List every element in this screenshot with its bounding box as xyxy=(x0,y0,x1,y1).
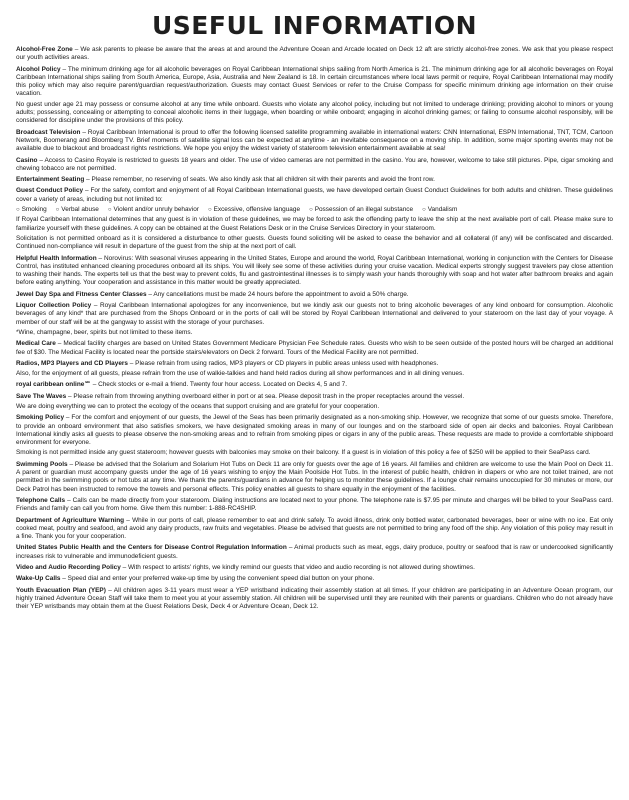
sections-container xyxy=(16,46,613,612)
section-paragraph-lead: Medical Care – Medical facility charges are based on United States Government Medicare Physician Fee Schedule rates. Guests who wish to be seen outside of the posted hours will be charged an additional fee of $30. The Medical Facility is located near the portside stairs/elevators on Deck 2 forward. Tours of the Medical Facility are not permitted. xyxy=(16,340,613,356)
section-text: For the safety, comfort and enjoyment of all Royal Caribbean International guests, we have developed certain Guest Conduct Guidelines for both adults and children. These guidelines cover a variety of areas, including but not limited to: xyxy=(16,187,613,203)
section-text: Animal products such as meat, eggs, dairy produce, poultry or seafood that is raw or undercooked significantly increases risk to vulnerable and immunodeficient guests. xyxy=(16,544,613,560)
section-paragraph xyxy=(16,449,613,457)
section-text: For the comfort and enjoyment of our guests, the Jewel of the Seas has been primarily designated as a non-smoking ship. However, we recognize that some of our guests smoke. Therefore, to provide an onboard environment that also satisfies smokers, we have designated smoking areas in many of our lounges and on the starboard side of open air decks and balconies. Royal Caribbean International kindly asks all guests to please observe the non-smoking areas and to refrain from smoking pipes or cigars in any of the public areas. These requests are made to provide a comfortable shipboard environment for everyone. xyxy=(16,414,613,447)
bullet-item: ○ Vandalism xyxy=(422,206,458,214)
bullet-circle-icon: ○ xyxy=(16,207,20,214)
section-heading: Department of Agriculture Warning xyxy=(16,516,125,524)
info-section xyxy=(16,302,613,337)
section-text: Access to Casino Royale is restricted to guests 18 years and older. The use of video cameras are not permitted in the casino. You are, however, welcome to take still pictures. Pipe, cigar smoking and chewing tobacco are not permitted. xyxy=(16,156,613,172)
section-paragraph-lead: Wake-Up Calls – Speed dial and enter your preferred wake-up time by using the convenient speed dial button on your phone. xyxy=(16,575,375,583)
bullet-item: ○ Verbal abuse xyxy=(55,206,99,214)
bullet-circle-icon: ○ xyxy=(107,207,112,214)
section-text: Please remember, no reserving of seats. We also kindly ask that all children sit with their parents and avoid the front row. xyxy=(91,176,435,184)
section-text: Norovirus: With seasonal viruses appearing in the United States, Europe and around the world, Royal Caribbean International, working in conjunction with the Centers for Disease Control, has instituted enhanced cleaning procedures onboard all its ships. You will likely see some of these activities during your cruise vacation. Medical experts strongly suggest travelers pay close attention to washing their hands. The experts tell us that the best way to prevent colds, flu and gastrointestinal illnesses is to simply wash your hands thoroughly with soap and hot water after bathroom breaks and again before eating anything. Your cooperation and assistance in this matter would be greatly appreciated. xyxy=(16,254,613,287)
info-section xyxy=(16,544,613,561)
info-section xyxy=(16,176,613,184)
section-paragraph: If Royal Caribbean International determines that any guest is in violation of these guidelines, we may be forced to ask the offending party to leave the ship at the next available port of call. Please make sure to familiarize yourself with these guidelines. A copy can be obtained at the Guest Relations Desk or in the Cruise Services Directory in your stateroom. xyxy=(16,216,613,232)
page-title: USEFUL INFORMATION xyxy=(151,11,477,40)
info-section xyxy=(16,46,613,63)
section-paragraph-lead: Smoking Policy – For the comfort and enjoyment of our guests, the Jewel of the Seas has been primarily designated as a non-smoking ship. However, we recognize that some of our guests smoke. Therefore, to provide an onboard environment that also satisfies smokers, we have designated smoking areas in many of our lounges and on the starboard side of open air decks and balconies. Royal Caribbean International kindly asks all guests to please observe the non-smoking areas and to refrain from smoking pipes or cigars in any of the public areas. These requests are made to provide a comfortable shipboard environment for everyone. xyxy=(16,414,613,447)
bullet-item: ○ Possession of an illegal substance xyxy=(309,206,414,214)
section-heading: Swimming Pools xyxy=(16,460,68,468)
bullet-circle-icon: ○ xyxy=(309,207,313,214)
section-paragraph-lead: royal caribbean online℠ – Check stocks or e-mail a friend. Twenty four hour access. Located on Decks 4, 5 and 7. xyxy=(16,381,347,389)
info-section xyxy=(16,66,613,126)
section-paragraph-lead: Telephone Calls – Calls can be made directly from your stateroom. Dialing instructions are located next to your phone. The telephone rate is $7.95 per minute and charges will be billed to your SeaPass card. Friends and family can call you from home. Give them this number: 1-888-RC4SHIP. xyxy=(16,496,613,513)
section-heading: Radios, MP3 Players and CD Players xyxy=(16,359,128,367)
section-text: Royal Caribbean International apologizes for any inconvenience, but we kindly ask our guests not to bring alcoholic beverages of any kind onboard for consumption. Alcoholic beverages of any kind* that are purchased from the Shops Onboard or in the ports of call will be stored by Royal Caribbean International and delivered to your stateroom on the last day of your voyage. A member of our staff will be at the gangway to assist with the storage of your purchases. xyxy=(16,302,613,326)
bullet-list xyxy=(16,206,613,214)
section-heading: Save The Waves xyxy=(16,392,67,400)
bullet-circle-icon: ○ xyxy=(55,207,60,214)
section-text: We ask parents to please be aware that the areas at and around the Adventure Ocean and Arcade located on Deck 12 aft are strictly alcohol-free zones. We ask that you please respect our youth activities areas. xyxy=(16,46,613,62)
section-text: Please be advised that the Solarium and Solarium Hot Tubs on Deck 11 are only for guests over the age of 16 years. All families and children are welcome to use the Main Pool on Deck 11. A parent or guardian must accompany guests under the age of 16 years wishing to enjoy the Main Poolside Hot Tubs. In the interest of public health, children in diapers or who are not toilet trained, are not permitted in the swimming pools or hot tubs at any time. We thank the parents/guardians in advance for helping us to monitor these guidelines. If a lounge chair remains unoccupied for 30 minutes or more, our Deck Patrol has been instructed to remove the towels and personal effects. This policy enables all guests to share equally in the enjoyment of the facilities. xyxy=(16,460,613,493)
section-text: With respect to artists' rights, we kindly remind our guests that video and audio recording is not allowed during showtimes. xyxy=(127,564,475,572)
section-paragraph-lead: Broadcast Television – Royal Caribbean International is proud to offer the following licensed satellite programming available in international waters: CNN International, ESPN International, TNT, TCM, Cartoon Network, Boomerang and Bloomberg TV. Brief moments of satellite signal loss can be expected at anytime - an inevitable consequence on a moving ship. In addition, some major sporting events may not be available due to blackout and broadcast rights restrictions. We hope you enjoy the widest variety of stateroom television entertainment available at sea! xyxy=(16,128,613,153)
section-heading: royal caribbean online℠ xyxy=(16,381,91,389)
section-text: Please refrain from using radios, MP3 players or CD players in public areas unless used with headphones. xyxy=(135,359,439,367)
section-text: Calls can be made directly from your stateroom. Dialing instructions are located next to your phone. The telephone rate is $7.95 per minute and charges will be billed to your SeaPass card. Friends and family can call you from home. Give them this number: 1-888-RC4SHIP. xyxy=(16,496,613,513)
info-section xyxy=(16,517,613,542)
section-text: Please refrain from throwing anything overboard either in port or at sea. Please deposit trash in the proper receptacles around the vessel. xyxy=(73,392,465,400)
info-section xyxy=(16,360,613,379)
info-section xyxy=(16,497,613,514)
section-heading: Wake-Up Calls xyxy=(16,575,61,583)
section-text: No guest under age 21 may possess or consume alcohol at any time while onboard. Guests who violate any alcohol policy, including but not limited to underage drinking; providing alcohol to minors or young adults; possessing, concealing or attempting to conceal alcoholic items in their luggage, when boarding or while onboard; engaging in alcohol drinking games; or failing to consume alcohol responsibly, will be considered for discipline under the provisions of this policy. xyxy=(16,100,613,125)
info-section xyxy=(16,575,613,583)
section-heading: Liquor Collection Policy xyxy=(16,302,92,310)
section-paragraph-lead: United States Public Health and the Centers for Disease Control Regulation Information – Animal products such as meat, eggs, dairy produce, poultry or seafood that is raw or undercooked significantly increases risk to vulnerable and immunodeficient guests. xyxy=(16,544,613,560)
bullet-item: ○ Excessive, offensive language xyxy=(207,206,301,214)
section-text: Also, for the enjoyment of all guests, please refrain from the use of walkie-talkies and hand held radios during all show performances and in all dining venues. xyxy=(16,370,465,378)
section-paragraph xyxy=(16,403,613,411)
section-heading: Medical Care xyxy=(16,340,56,348)
section-heading: United States Public Health and the Centers for Disease Control Regulation Information xyxy=(16,544,287,552)
section-heading: Youth Evacuation Plan (YEP) xyxy=(16,586,106,594)
section-text: Speed dial and enter your preferred wake-up time by using the convenient speed dial button on your phone. xyxy=(67,575,375,583)
section-paragraph: Solicitation is not permitted onboard as it is considered a disturbance to other guests. Guests found soliciting will be asked to cease the behavior and all collateral (if any) will be confiscated and discarded. Continued non-compliance will result in departure of the guest from the ship at the next port of call. xyxy=(16,234,613,251)
section-text: All children ages 3-11 years must wear a YEP wristband indicating their assembly station at all times. If your children are participating in an Adventure Ocean program, our highly trained Adventure Ocean Staff will take them to meet you at your assembly station. All children will be supervised until they are reunited with their parents or guardians. Children who do not already have their YEP wristbands may obtain them at the Guest Relations Desk, Deck 4 or Adventure Ocean, Deck 12. xyxy=(16,586,613,611)
bullet-circle-icon: ○ xyxy=(422,207,426,214)
info-section xyxy=(16,157,613,174)
section-heading: Smoking Policy xyxy=(16,414,65,422)
info-section xyxy=(16,381,613,389)
section-paragraph-lead: Save The Waves – Please refrain from throwing anything overboard either in port or at sea. Please deposit trash in the proper receptacles around the vessel. xyxy=(16,392,465,400)
info-section xyxy=(16,255,613,288)
info-section xyxy=(16,587,613,612)
bullet-circle-icon: ○ xyxy=(207,207,212,214)
section-paragraph xyxy=(16,370,613,378)
info-section xyxy=(16,461,613,494)
section-heading: Broadcast Television xyxy=(16,128,81,136)
info-section xyxy=(16,393,613,412)
section-heading: Jewel Day Spa and Fitness Center Classes xyxy=(16,290,147,298)
section-text: Medical facility charges are based on United States Government Medicare Physician Fee Schedule rates. Guests who wish to be seen outside of the posted hours will be charged an additional fee of $30. The Medical Facility is located near the portside stairs/elevators on Deck 2 forward. Tours of the Medical Facility are not permitted. xyxy=(16,340,613,356)
section-text: Check stocks or e-mail a friend. Twenty four hour access. Located on Decks 4, 5 and 7. xyxy=(98,381,347,389)
section-paragraph-lead: Guest Conduct Policy – For the safety, comfort and enjoyment of all Royal Caribbean International guests, we have developed certain Guest Conduct Guidelines for both adults and children. These guidelines cover a variety of areas, including but not limited to: xyxy=(16,187,613,203)
section-heading: Helpful Health Information xyxy=(16,254,97,262)
section-heading: Guest Conduct Policy xyxy=(16,187,84,195)
section-text: The minimum drinking age for all alcoholic beverages on Royal Caribbean International ships sailing from North America is 21. The minimum drinking age for all alcoholic beverages on Royal Caribbean International ships sailing from South America, Europe, Asia, Australia and New Zealand is 18. In certain circumstances where local laws permit or require, Royal Caribbean International may modify this policy which may also require parent/guardian request/authorization. Guests may contact Guest Services or refer to the Cruise Compass for specific minimum drinking age information on their cruise vacation. xyxy=(16,65,613,98)
info-section xyxy=(16,129,613,154)
section-text: Any cancellations must be made 24 hours before the appointment to avoid a 50% charge. xyxy=(153,290,409,298)
section-text: Royal Caribbean International is proud to offer the following licensed satellite programming available in international waters: CNN International, ESPN International, TNT, TCM, Cartoon Network, Boomerang and Bloomberg TV. Brief moments of satellite signal loss can be expected at anytime - an inevitable consequence on a moving ship. In addition, some major sporting events may not be available due to blackout and broadcast rights restrictions. We hope you enjoy the widest variety of stateroom television entertainment available at sea! xyxy=(16,128,613,153)
section-paragraph xyxy=(16,329,613,337)
section-heading: Entertainment Seating xyxy=(16,176,85,184)
section-text: We are doing everything we can to protect the ecology of the oceans that support cruising and are grateful for your cooperation. xyxy=(16,402,380,410)
section-paragraph-lead: Alcohol Policy – The minimum drinking age for all alcoholic beverages on Royal Caribbean International ships sailing from North America is 21. The minimum drinking age for all alcoholic beverages on Royal Caribbean International ships sailing from South America, Europe, Asia, Australia and New Zealand is 18. In certain circumstances where local laws permit or require, Royal Caribbean International may modify this policy which may also require parent/guardian request/authorization. Guests may contact Guest Services or refer to the Cruise Compass for specific minimum drinking age information on their cruise vacation. xyxy=(16,65,613,98)
section-heading: Telephone Calls xyxy=(16,496,66,504)
section-text: While in our ports of call, please remember to eat and drink safely. To avoid illness, drink only bottled water, carbonated beverages, beer or wine with no ice. Eat only cooked meat, poultry and seafood, and avoid any dairy products, raw fruits and vegetables. Please be advised that guests are not permitted to bring any food off the ship. Any violation of this policy may result in a fine. Thank you for your cooperation. xyxy=(16,516,613,541)
section-heading: Alcohol-Free Zone xyxy=(16,46,73,53)
section-paragraph-lead: Youth Evacuation Plan (YEP) – All children ages 3-11 years must wear a YEP wristband indicating their assembly station at all times. If your children are participating in an Adventure Ocean program, our highly trained Adventure Ocean Staff will take them to meet you at your assembly station. All children will be supervised until they are reunited with their parents or guardians. Children who do not already have their YEP wristbands may obtain them at the Guest Relations Desk, Deck 4 or Adventure Ocean, Deck 12. xyxy=(16,586,613,611)
info-section xyxy=(16,187,613,251)
section-paragraph-lead: Helpful Health Information – Norovirus: With seasonal viruses appearing in the United States, Europe and around the world, Royal Caribbean International, working in conjunction with the Centers for Disease Control, has instituted enhanced cleaning procedures onboard all its ships. You will likely see some of these activities during your cruise vacation. Medical experts strongly suggest travelers pay close attention to washing their hands. The experts tell us that the best way to prevent colds, flu and gastrointestinal illnesses is to simply wash your hands thoroughly with soap and hot water after bathroom breaks and again before eating anything. Your cooperation and assistance in this matter would be greatly appreciated. xyxy=(16,254,613,287)
section-paragraph-lead: Entertainment Seating – Please remember, no reserving of seats. We also kindly ask that all children sit with their parents and avoid the front row. xyxy=(16,176,435,184)
section-paragraph-lead: Swimming Pools – Please be advised that the Solarium and Solarium Hot Tubs on Deck 11 are only for guests over the age of 16 years. All families and children are welcome to use the Main Pool on Deck 11. A parent or guardian must accompany guests under the age of 16 years wishing to enjoy the Main Poolside Hot Tubs. In the interest of public health, children in diapers or who are not toilet trained, are not permitted in the swimming pools or hot tubs at any time. We thank the parents/guardians in advance for helping us to monitor these guidelines. If a lounge chair remains unoccupied for 30 minutes or more, our Deck Patrol has been instructed to remove the towels and personal effects. This policy enables all guests to share equally in the enjoyment of the facilities. xyxy=(16,460,613,493)
section-paragraph-lead: Jewel Day Spa and Fitness Center Classes – Any cancellations must be made 24 hours before the appointment to avoid a 50% charge. xyxy=(16,290,409,298)
section-text: Smoking is not permitted inside any guest stateroom; however guests with balconies may smoke on their balcony. If a guest is in violation of this policy a fee of $250 will be applied to their SeaPass card. xyxy=(16,449,591,457)
section-paragraph xyxy=(16,101,613,126)
section-paragraph-lead: Video and Audio Recording Policy – With respect to artists' rights, we kindly remind our guests that video and audio recording is not allowed during showtimes. xyxy=(16,564,475,572)
info-section xyxy=(16,564,613,572)
section-heading: Video and Audio Recording Policy xyxy=(16,564,121,572)
section-heading: Casino xyxy=(16,156,38,164)
section-paragraph-lead: Department of Agriculture Warning – While in our ports of call, please remember to eat and drink safely. To avoid illness, drink only bottled water, carbonated beverages, beer or wine with no ice. Eat only cooked meat, poultry and seafood, and avoid any dairy products, raw fruits and vegetables. Please be advised that guests are not permitted to bring any food off the ship. Any violation of this policy may result in a fine. Thank you for your cooperation. xyxy=(16,516,613,541)
info-section xyxy=(16,340,613,357)
info-section xyxy=(16,414,613,457)
section-paragraph-lead: Casino – Access to Casino Royale is restricted to guests 18 years and older. The use of video cameras are not permitted in the casino. You are, however, welcome to take still pictures. Pipe, cigar smoking and chewing tobacco are not permitted. xyxy=(16,156,613,172)
section-paragraph-lead: Liquor Collection Policy – Royal Caribbean International apologizes for any inconvenience, but we kindly ask our guests not to bring alcoholic beverages of any kind onboard for consumption. Alcoholic beverages of any kind* that are purchased from the Shops Onboard or in the ports of call will be stored by Royal Caribbean International and delivered to your stateroom on the last day of your voyage. A member of our staff will be at the gangway to assist with the storage of your purchases. xyxy=(16,302,613,326)
bullet-item: ○ Smoking xyxy=(16,206,47,214)
bullet-item: ○ Violent and/or unruly behavior xyxy=(107,206,199,214)
section-paragraph-lead: Alcohol-Free Zone – We ask parents to please be aware that the areas at and around the Adventure Ocean and Arcade located on Deck 12 aft are strictly alcohol-free zones. We ask that you please respect our youth activities areas. xyxy=(16,46,613,62)
section-heading: Alcohol Policy xyxy=(16,65,61,73)
section-paragraph-lead: Radios, MP3 Players and CD Players – Please refrain from using radios, MP3 players or CD players in public areas unless used with headphones. xyxy=(16,359,439,367)
info-section xyxy=(16,291,613,299)
section-text: *Wine, champagne, beer, spirits but not limited to these items. xyxy=(16,328,193,336)
